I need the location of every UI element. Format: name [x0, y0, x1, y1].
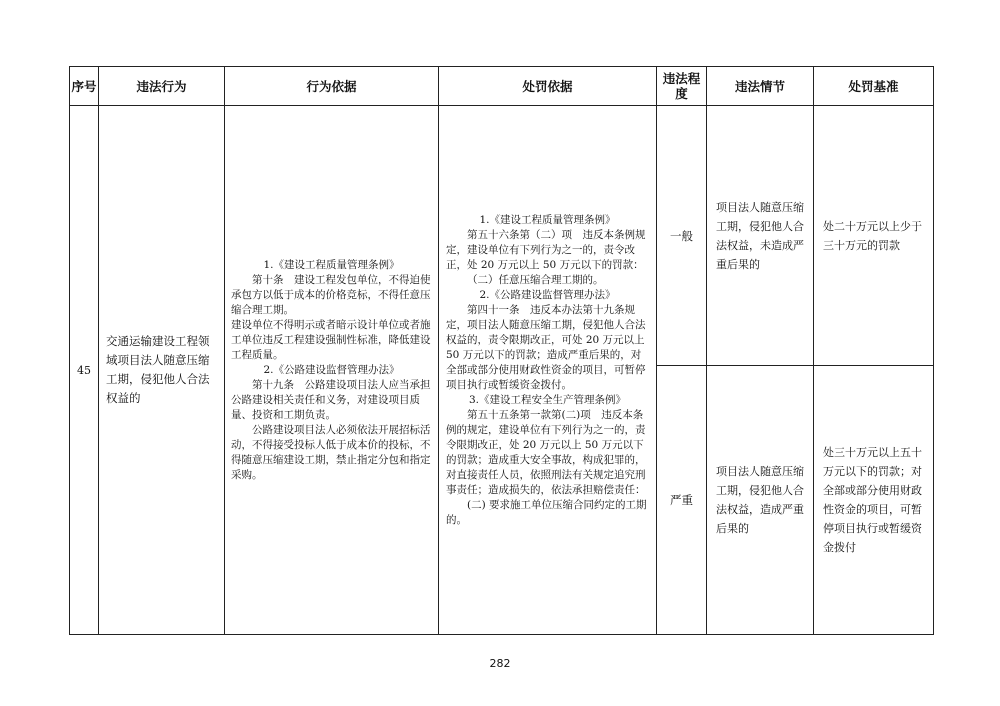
basis-title-2: 2.《公路建设监督管理办法》: [263, 363, 400, 376]
penalty-article-41: 第四十一条 违反本办法第十九条规定，项目法人随意压缩工期，侵犯他人合法权益的，责令限期改正，可处 20 万元以上 50 万元以下的罚款；造成严重后果的，对全部或部分使用财政性资金的项目，可暂停项目执行或暂缓资金拨付。: [446, 303, 646, 391]
conduct-basis-cell: [225, 106, 439, 635]
penalty-title-2: 2.《公路建设监督管理办法》: [479, 288, 616, 301]
table-row: [70, 106, 934, 366]
header-penalty-basis: 处罚依据: [439, 67, 657, 106]
penalty-article-55: 第五十五条第一款第(二)项 违反本条例的规定，建设单位有下列行为之一的，责令限期改正，处 20 万元以上 50 万元以下的罚款；造成重大安全事故，构成犯罪的，对直接责任人员，依照刑法有关规定追究刑事责任；造成损失的，依法承担赔偿责任：: [446, 408, 646, 496]
standard-general: 处二十万元以上少于三十万元的罚款: [814, 106, 934, 366]
penalty-article-55-item-2: (二) 要求施工单位压缩合同约定的工期的。: [446, 498, 647, 526]
basis-article-10-para-2: 建设单位不得明示或者暗示设计单位或者施工单位违反工程建设强制性标准，降低建设工程质量。: [231, 318, 431, 361]
basis-title-1: 1.《建设工程质量管理条例》: [263, 258, 400, 271]
penalty-article-56: 第五十六条第（二）项 违反本条例规定，建设单位有下列行为之一的，责令改正，处 20 万元以上 50 万元以下的罚款：: [446, 228, 646, 271]
standard-serious: 处三十万元以上五十万元以下的罚款；对全部或部分使用财政性资金的项目，可暂停项目执行或暂缓资金拨付: [814, 366, 934, 635]
penalty-basis-cell: [439, 106, 657, 635]
basis-article-19: 第十九条 公路建设项目法人应当承担公路建设相关责任和义务，对建设项目质量、投资和工期负责。: [231, 378, 431, 421]
degree-general: 一般: [657, 106, 707, 366]
degree-serious: 严重: [657, 366, 707, 635]
header-penalty-standard: 处罚基准: [814, 67, 934, 106]
basis-article-10: 第十条 建设工程发包单位，不得迫使承包方以低于成本的价格竞标，不得任意压缩合理工期。: [231, 273, 431, 316]
header-degree: 违法程度: [657, 67, 707, 106]
page-number: 282: [489, 657, 511, 670]
penalty-article-56-item-2: （二）任意压缩合理工期的。: [467, 273, 604, 286]
header-circumstance: 违法情节: [707, 67, 814, 106]
header-conduct-basis: 行为依据: [225, 67, 439, 106]
violation-text: 交通运输建设工程领域项目法人随意压缩工期，侵犯他人合法权益的: [99, 106, 225, 635]
header-no: 序号: [70, 67, 99, 106]
penalty-standard-table: [69, 66, 934, 635]
basis-article-19-para-2: 公路建设项目法人必须依法开展招标活动，不得接受投标人低于成本价的投标，不得随意压缩建设工期，禁止指定分包和指定采购。: [231, 423, 431, 481]
row-number: 45: [70, 106, 99, 635]
table-header-row: [70, 67, 934, 106]
header-violation: 违法行为: [99, 67, 225, 106]
penalty-title-3: 3.《建设工程安全生产管理条例》: [468, 393, 627, 406]
circumstance-general: 项目法人随意压缩工期，侵犯他人合法权益，未造成严重后果的: [707, 106, 814, 366]
circumstance-serious: 项目法人随意压缩工期，侵犯他人合法权益，造成严重后果的: [707, 366, 814, 635]
penalty-title-1: 1.《建设工程质量管理条例》: [479, 213, 616, 226]
